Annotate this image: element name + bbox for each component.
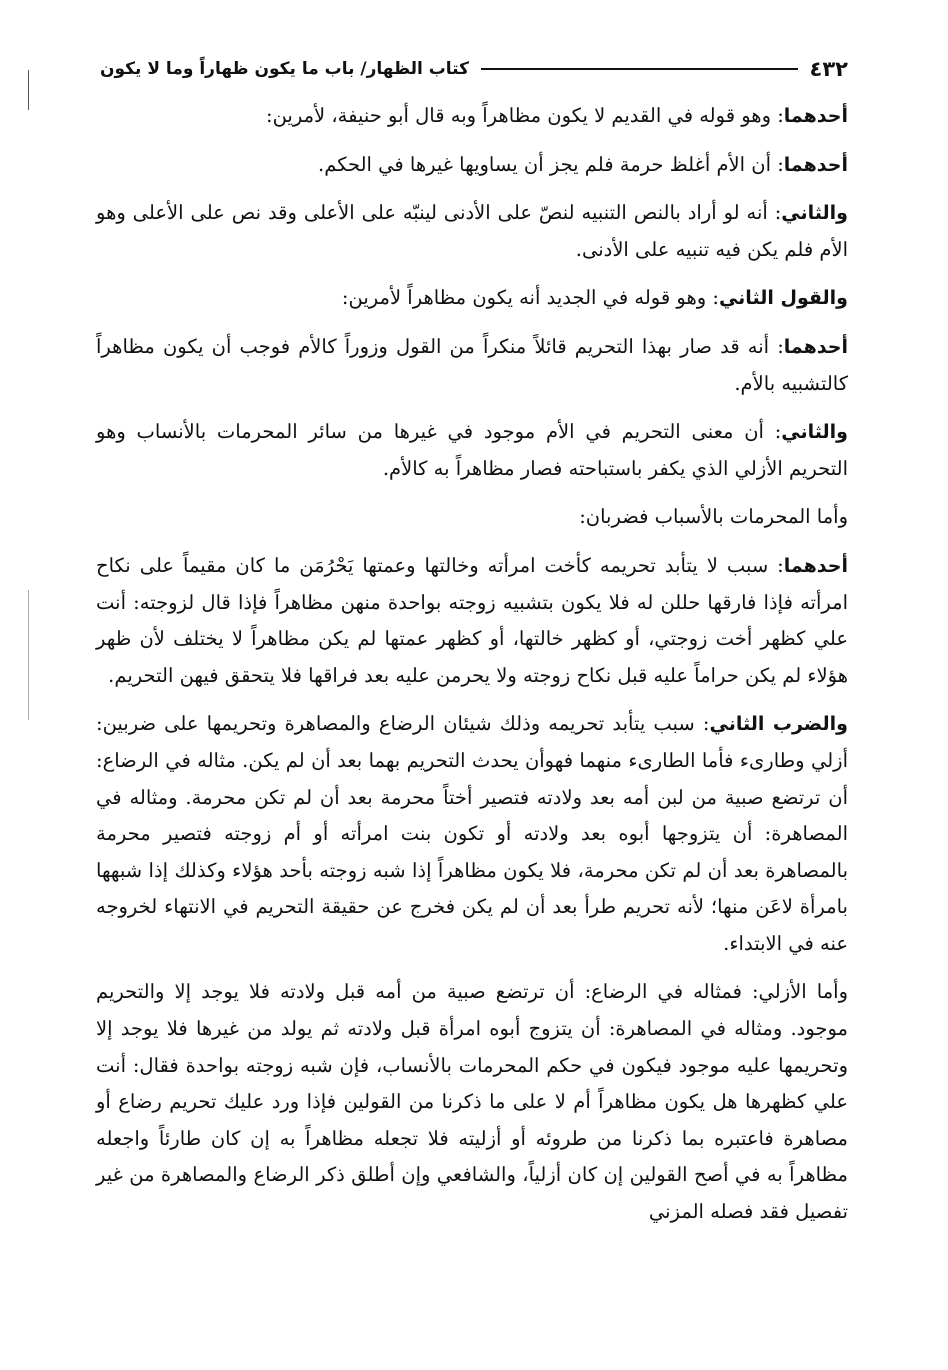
paragraph [96,414,848,487]
paragraph [96,329,848,402]
paragraph [96,974,848,1230]
paragraph-lead: والضرب الثاني [709,713,848,736]
paragraph [96,548,848,694]
paragraph-lead: أحدهما [783,105,848,127]
paragraph-text: وأما الأزلي: فمثاله في الرضاع: أن ترتضع صبية من أمه قبل ولادته فلا يوجد إلا والتحريم موجود. ومثاله في المصاهرة: أن يتزوج أبوه امرأة قبل ولادته ثم يولد من غيرها فلا يوجد إلا وتحريمها عليه موجود فيكون في حكم المحرمات بالأنساب، فإن شبه زوجته بواحدة فقال: أنت علي كظهرها هل يكون مظاهراً أم لا على ما ذكرنا من القولين فإذا ورد عليك تحريم رضاع أو مصاهرة فاعتبره بما ذكرنا من طروئه أو أزليته فلا تجعله مظاهراً به إن كان طارئاً واجعله مظاهراً به في أصح القولين إن كان أزلياً، والشافعي وإن أطلق ذكر الرضاع والمصاهرة من غير تفصيل فقد فصله المزني [96,980,848,1224]
paragraph [96,147,848,184]
paragraph-lead: أحدهما [783,335,848,358]
paragraph [96,499,848,536]
margin-rule [28,590,29,720]
paragraph-lead: والقول الثاني [718,287,848,310]
paragraph-lead: والثاني [781,202,848,225]
paragraph [96,98,848,135]
paragraph-text: : أنه قد صار بهذا التحريم قائلاً منكراً من القول وزوراً كالأم فوجب أن يكون مظاهراً كالتشبيه بالأم. [96,334,848,395]
paragraph-text: : أن معنى التحريم في الأم موجود في غيرها من سائر المحرمات بالأنساب وهو التحريم الأزلي الذي يكفر باستباحته فصار مظاهراً به كالأم. [96,420,848,480]
paragraph-lead: والثاني [781,421,848,444]
page-number: ٤٣٢ [809,57,848,81]
paragraph-text: : وهو قوله في القديم لا يكون مظاهراً وبه قال أبو حنيفة، لأمرين: [266,104,784,127]
paragraph-text: : وهو قوله في الجديد أنه يكون مظاهراً لأمرين: [341,286,719,310]
paragraph-lead: أحدهما [783,153,848,176]
paragraph-lead: أحدهما [783,554,848,577]
body-text [96,98,848,1243]
paragraph [96,706,848,962]
running-title: كتاب الظهار/ باب ما يكون ظهاراً وما لا يكون [100,59,470,79]
paragraph-text: : سبب لا يتأبد تحريمه كأخت امرأته وخالتها وعمتها يَحْرُمَن ما كان مقيماً على نكاح امرأته فإذا فارقها حللن له فلا يكون بتشبيه زوجته بواحدة منهن مظاهراً فإذا قال لزوجته: أنت علي كظهر أخت زوجتي، أو كظهر خالتها، أو كظهر عمتها لم يكن مظاهراً لا يختلف لأن ظهر هؤلاء لم يكن حراماً عليه قبل نكاح زوجته ولا يحرمن عليه بعد فراقها فلا يتحقق فيهن التحريم. [96,553,848,687]
page-header [100,52,848,86]
paragraph-text: وأما المحرمات بالأسباب فضربان: [579,505,848,529]
paragraph-text: : سبب يتأبد تحريمه وذلك شيئان الرضاع والمصاهرة وتحريمها على ضربين: أزلي وطارىء فأما الطارىء منهما فهوأن يحدث التحريم بهما بعد أن لم يكن. مثاله في الرضاع: أن ترتضع صبية من لبن أمه بعد ولادته فتصير أختاً محرمة بعد أن لم تكن محرمة. ومثاله في المصاهرة: أن يتزوجها أبوه بعد ولادته أو تكون بنت امرأته أو أم زوجته فتصير محرمة بالمصاهرة بعد أن لم تكن محرمة، فلا يكون مظاهراً إذا شبه زوجته بأحد هؤلاء وكذلك إذا شبهها بامرأة لاعَن منها؛ لأنه تحريم طرأ بعد أن لم يكن فخرج عن حقيقة التحريم في الانتهاء لخروجه عنه في الابتداء. [96,712,848,955]
paragraph-text: : أن الأم أغلظ حرمة فلم يجز أن يساويها غيرها في الحكم. [318,152,784,176]
header-rule [481,68,798,70]
paragraph [96,195,848,268]
margin-rule [28,70,29,110]
paragraph-text: : أنه لو أراد بالنص التنبيه لنصّ على الأدنى لينبّه على الأعلى وقد نص على الأعلى وهو الأم فلم يكن فيه تنبيه على الأدنى. [96,201,848,261]
paragraph [96,280,848,317]
